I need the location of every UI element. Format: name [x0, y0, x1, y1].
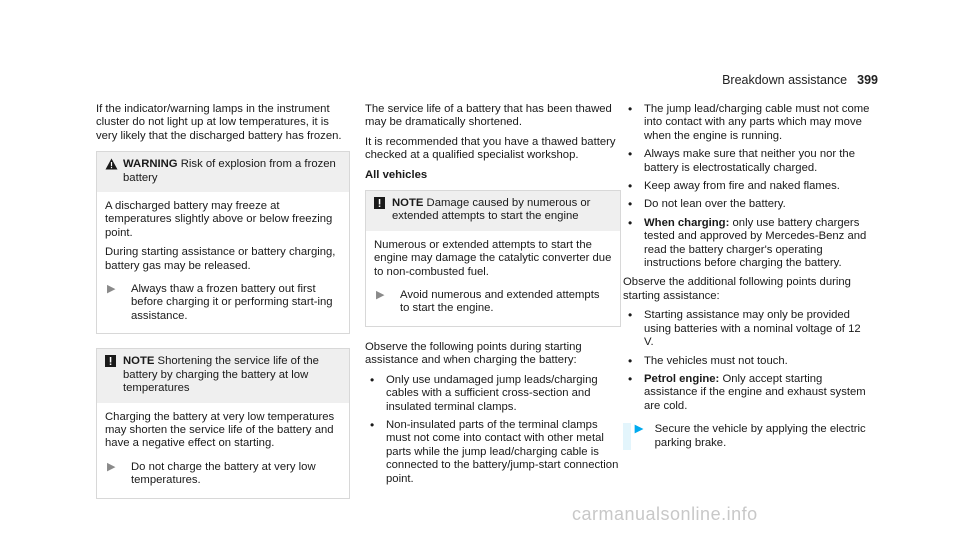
list-item: • Starting assistance may only be provided using batteries with a nominal voltage of 12 V.	[623, 309, 873, 349]
exclamation-square-icon	[374, 197, 392, 212]
bullet-dot-icon: •	[628, 371, 633, 386]
column-2	[365, 103, 621, 492]
warning-para-1: A discharged battery may freeze at temperatures slightly above or below freezing point.	[105, 200, 333, 239]
note-body-2	[366, 231, 620, 326]
note-step-text-1: Do not charge the battery at very low temperatures.	[131, 460, 316, 487]
list-item: • Always make sure that neither you nor the battery is electrostatically charged.	[623, 148, 873, 175]
note-box-2	[365, 190, 621, 327]
arrow-right-icon: ▶	[107, 283, 116, 296]
note-label-1: NOTE	[123, 355, 155, 368]
bold-label-charging: When charging:	[644, 216, 730, 229]
arrow-right-icon: ▶	[107, 460, 116, 473]
list-item: • Keep away from fire and naked flames.	[623, 180, 873, 193]
bullet-dot-icon: •	[370, 372, 375, 387]
note-header-2	[366, 191, 620, 231]
bullet-list-1	[365, 374, 621, 486]
note-body-1	[97, 403, 349, 498]
step-highlight-bar	[623, 423, 631, 450]
additional-observe-paragraph: Observe the additional following points during starting assistance:	[623, 276, 851, 302]
note-para-2: Numerous or extended attempts to start the engine may damage the catalytic converter due to non-combusted fuel.	[374, 238, 612, 278]
intro-paragraph: If the indicator/warning lamps in the instrument cluster do not light up at low temperatures, it is very likely that the discharged battery has frozen.	[96, 103, 342, 142]
watermark: carmanualsonline.info	[572, 504, 758, 524]
section-title: Breakdown assistance	[722, 73, 848, 87]
observe-paragraph: Observe the following points during starting assistance and when charging the battery:	[365, 340, 582, 367]
bullet-list-3	[623, 309, 873, 413]
recommend-paragraph: It is recommended that you have a thawed battery checked at a qualified specialist workshop.	[365, 135, 616, 162]
note-step-1	[105, 461, 341, 488]
page-header	[722, 73, 878, 87]
bullet-dot-icon: •	[628, 308, 633, 323]
secure-step	[623, 423, 873, 450]
list-item: • When charging: only use battery chargers tested and approved by Mercedes-Benz and read the battery charger's operating instructions before charging the battery.	[623, 217, 873, 271]
list-item: • Non-insulated parts of the terminal clamps must not come into contact with other metal parts while the jump lead/charging cable is connected to the battery/jump-start connection point.	[365, 419, 621, 486]
note-para-1: Charging the battery at very low temperatures may shorten the service life of the battery and have a negative effect on starting.	[105, 410, 335, 450]
list-item: • Only use undamaged jump leads/charging cables with a sufficient cross-section and insulated terminal clamps.	[365, 374, 621, 414]
warning-step-text: Always thaw a frozen battery out first before charging it or performing start-ing assistance.	[131, 283, 333, 322]
note-title-1: Shortening the service life of the battery by charging the battery at low temperatures	[123, 355, 319, 395]
bullet-dot-icon: •	[628, 179, 633, 194]
column-1	[96, 103, 350, 499]
note-title-2: Damage caused by numerous or extended attempts to start the engine	[392, 197, 591, 223]
list-item: • The jump lead/charging cable must not come into contact with any parts which may move when the engine is running.	[623, 103, 873, 143]
warning-label: WARNING	[123, 158, 178, 171]
note-box-1	[96, 348, 350, 498]
list-item: • The vehicles must not touch.	[623, 355, 873, 368]
list-item: • Petrol engine: Only accept starting assistance if the engine and exhaust system are cold.	[623, 373, 873, 413]
bullet-dot-icon: •	[628, 147, 633, 162]
column-3	[623, 103, 873, 450]
list-item: • Do not lean over the battery.	[623, 198, 873, 211]
note-step-2	[374, 289, 612, 316]
page-number: 399	[857, 73, 878, 87]
bullet-dot-icon: •	[628, 197, 633, 212]
warning-title: Risk of explosion from a frozen battery	[123, 158, 336, 184]
bullet-dot-icon: •	[628, 102, 633, 116]
warning-step	[105, 283, 341, 323]
note-header-1	[97, 349, 349, 402]
arrow-right-icon: ▶	[376, 289, 385, 302]
subhead-all-vehicles: All vehicles	[365, 168, 428, 181]
bullet-dot-icon: •	[628, 215, 633, 230]
warning-body	[97, 192, 349, 333]
bullet-list-2	[623, 103, 873, 270]
thawed-paragraph: The service life of a battery that has been thawed may be dramatically shortened.	[365, 103, 612, 129]
exclamation-square-icon	[105, 355, 123, 370]
bullet-dot-icon: •	[628, 353, 633, 368]
bold-label-petrol: Petrol engine:	[644, 372, 720, 385]
bullet-dot-icon: •	[370, 417, 375, 432]
warning-triangle-icon	[105, 158, 123, 173]
note-step-text-2: Avoid numerous and extended attempts to start the engine.	[400, 289, 600, 315]
warning-box	[96, 151, 350, 334]
secure-step-text: Secure the vehicle by applying the electric parking brake.	[654, 423, 866, 449]
arrow-right-icon: ▶	[634, 423, 644, 436]
warning-para-2: During starting assistance or battery charging, battery gas may be released.	[105, 246, 336, 272]
warning-header	[97, 152, 349, 192]
note-label-2: NOTE	[392, 197, 424, 210]
